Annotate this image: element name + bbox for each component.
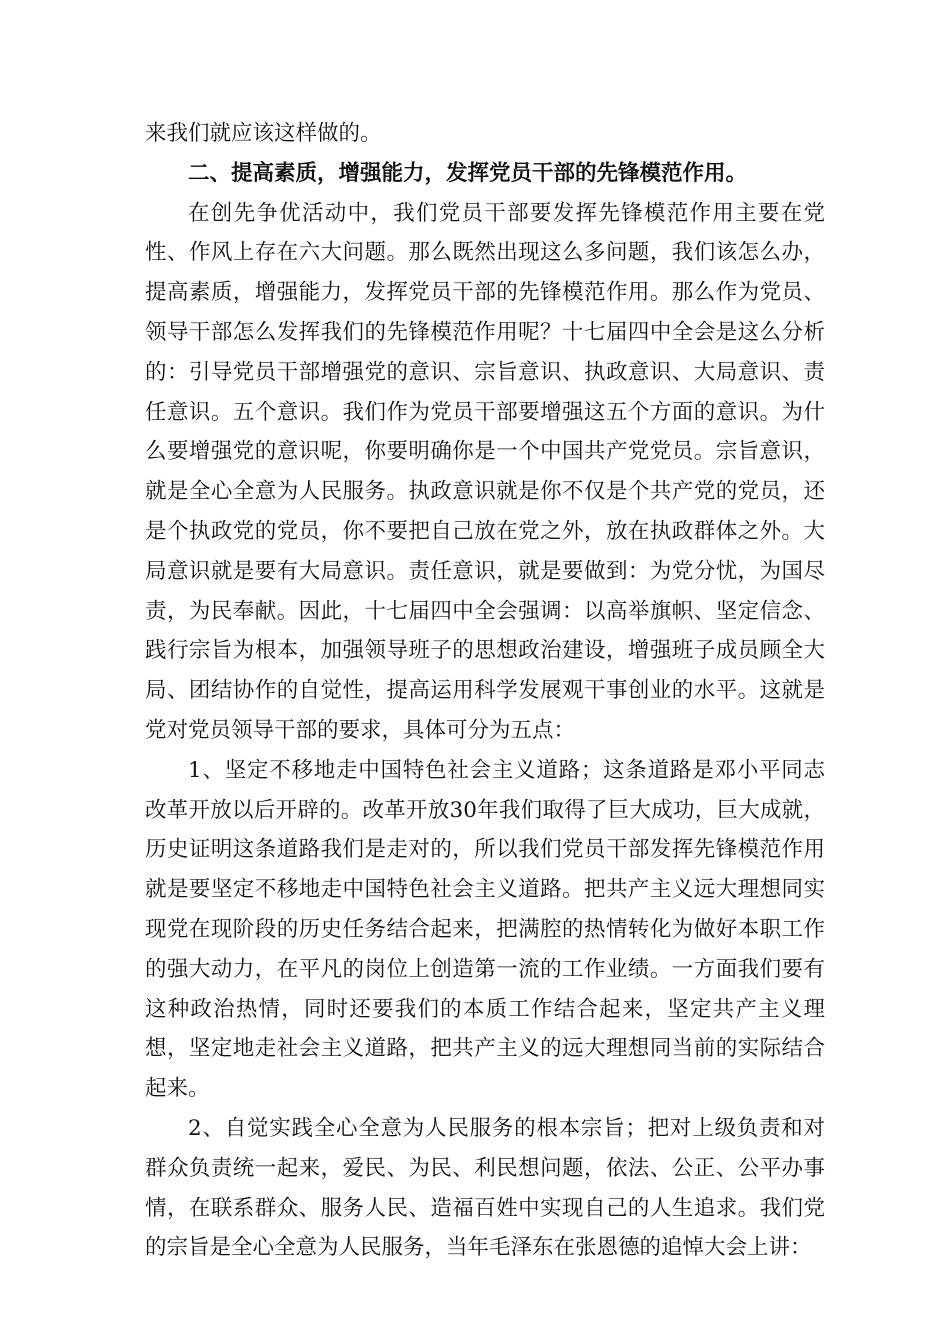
paragraph-body: 在创先争优活动中，我们党员干部要发挥先锋模范作用主要在党性、作风上存在六大问题。那么既然出现这么多问题，我们该怎么办，提高素质，增强能力，发挥党员干部的先锋模范作用。那么作为党员、领导干部怎么发挥我们的先锋模范作用呢？十七届四中全会是这么分析的：引导党员干部增强党的意识、宗旨意识、执政意识、大局意识、责任意识。五个意识。我们作为党员干部要增强这五个方面的意识。为什么要增强党的意识呢，你要明确你是一个中国共产党党员。宗旨意识，就是全心全意为人民服务。执政意识就是你不仅是个共产党的党员，还是个执政党的党员，你不要把自己放在党之外，放在执政群体之外。大局意识就是要有大局意识。责任意识，就是要做到：为党分忧，为国尽责，为民奉献。因此，十七届四中全会强调：以高举旗帜、坚定信念、践行宗旨为根本，加强领导班子的思想政治建设，增强班子成员顾全大局、团结协作的自觉性，提高运用科学发展观干事创业的水平。这就是党对党员领导干部的要求，具体可分为五点：	[145, 200, 825, 743]
document-body	[145, 114, 825, 1268]
paragraph-point-1: 1、坚定不移地走中国特色社会主义道路；这条道路是邓小平同志改革开放以后开辟的。改革开放30年我们取得了巨大成功，巨大成就，历史证明这条道路我们是走对的，所以我们党员干部发挥先锋模范作用就是要坚定不移地走中国特色社会主义道路。把共产主义远大理想同实现党在现阶段的历史任务结合起来，把满腔的热情转化为做好本职工作的强大动力，在平凡的岗位上创造第一流的工作业绩。一方面我们要有这种政治热情，同时还要我们的本质工作结合起来，坚定共产主义理想，坚定地走社会主义道路，把共产主义的远大理想同当前的实际结合起来。	[145, 757, 825, 1102]
paragraph-continuation: 来我们就应该这样做的。	[145, 121, 382, 146]
section-heading: 二、提高素质，增强能力，发挥党员干部的先锋模范作用。	[188, 160, 748, 186]
paragraph-point-2: 2、自觉实践全心全意为人民服务的根本宗旨；把对上级负责和对群众负责统一起来，爱民、为民、利民想问题，依法、公正、公平办事情，在联系群众、服务人民、造福百姓中实现自己的人生追求。我们党的宗旨是全心全意为人民服务，当年毛泽东在张恩德的追悼大会上讲：	[145, 1115, 825, 1261]
